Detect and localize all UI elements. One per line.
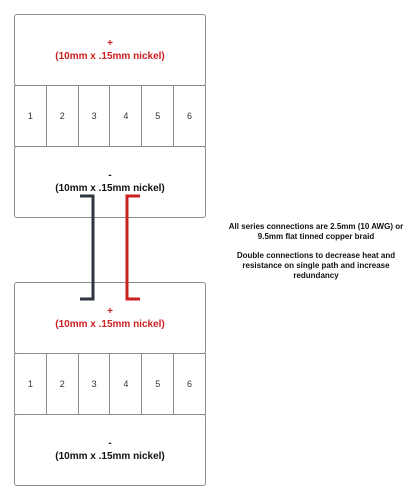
pack-2-cell: 1 <box>15 354 47 414</box>
pack-2-negative-terminal <box>14 414 206 486</box>
pack-2-cell: 5 <box>142 354 174 414</box>
pack-1-cell: 1 <box>15 86 47 146</box>
pack-2-negative-spec: (10mm x .15mm nickel) <box>55 451 165 462</box>
pack-2-positive-spec: (10mm x .15mm nickel) <box>55 319 165 330</box>
pack-2-cell: 3 <box>79 354 111 414</box>
pack-2-positive-terminal <box>14 282 206 354</box>
pack-1-cell: 5 <box>142 86 174 146</box>
pack-1-cell: 2 <box>47 86 79 146</box>
pack-1-negative-terminal <box>14 146 206 218</box>
double-connection-note: Double connections to decrease heat and resistance on single path and increase redundancy <box>236 251 396 280</box>
pack-1-positive-spec: (10mm x .15mm nickel) <box>55 51 165 62</box>
pack-1-cell: 6 <box>187 111 193 121</box>
pack-2-cell-row <box>14 353 206 415</box>
pack-1-positive-terminal <box>14 14 206 86</box>
pack-1-cell-row <box>14 85 206 147</box>
pack-2-cell: 4 <box>110 354 142 414</box>
pack-1-negative-spec: (10mm x .15mm nickel) <box>55 183 165 194</box>
pack-2-negative-sign: - <box>108 438 112 449</box>
braid-spec-note: All series connections are 2.5mm (10 AWG) or 9.5mm flat tinned copper braid <box>228 222 404 241</box>
pack-2-cell: 2 <box>47 354 79 414</box>
pack-1-cell: 4 <box>110 86 142 146</box>
pack-1-positive-sign: + <box>107 38 113 49</box>
pack-1-cell: 3 <box>79 86 111 146</box>
pack-2-positive-sign: + <box>107 306 113 317</box>
pack-2-cell: 6 <box>187 379 193 389</box>
pack-1-negative-sign: - <box>108 170 112 181</box>
